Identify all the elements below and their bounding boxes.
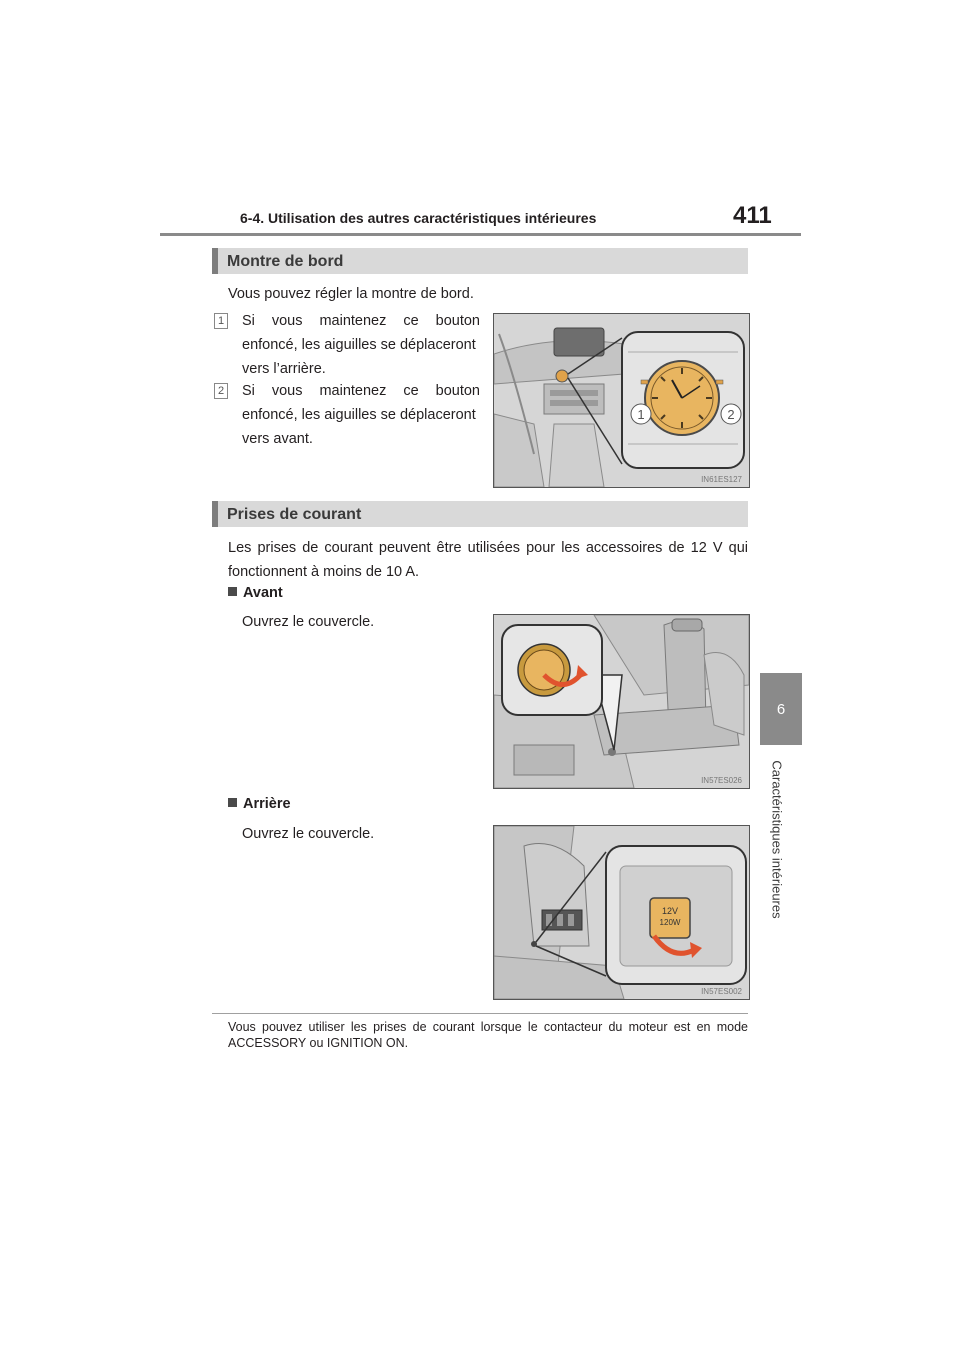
footnote-line1: Vous pouvez utiliser les prises de courant lorsque le contacteur du moteur est en mode [228,1020,748,1034]
prises-intro [228,536,748,584]
montre-item-1-line1: Si vous maintenez ce bouton [242,313,480,329]
item-number-1: 1 [214,313,228,329]
footnote-rule [212,1013,748,1014]
prises-intro-line2: fonctionnent à moins de 10 A. [228,564,420,580]
avant-instruction: Ouvrez le couvercle. [242,614,375,630]
chapter-label: Caractéristiques intérieures [769,760,785,919]
item-number-2: 2 [214,383,228,399]
chapter-number: 6 [776,700,786,718]
header-rule [160,233,801,236]
section-heading-montre: Montre de bord [212,248,748,274]
rear-figure-id: IN57ES002 [701,987,742,996]
clock-figure-id: IN61ES127 [701,475,742,484]
montre-item-1 [242,309,480,381]
clock-callout-1: 1 [637,407,645,422]
montre-item-2-line2: enfoncé, les aiguilles se déplaceront [242,407,476,423]
front-figure-id: IN57ES026 [701,776,742,785]
chapter-tab [760,673,802,745]
page-number: 411 [733,202,772,229]
clock-figure [493,313,750,488]
subhead-avant-label: Avant [243,585,283,601]
square-bullet-icon [228,798,237,807]
subhead-arriere [228,796,291,812]
arriere-instruction: Ouvrez le couvercle. [242,826,375,842]
montre-item-2 [242,379,480,451]
montre-item-2-line3: vers avant. [242,431,313,447]
footnote [228,1019,748,1051]
subhead-avant [228,585,283,601]
running-header: 6-4. Utilisation des autres caractéristiques intérieures [240,210,597,226]
front-socket-figure [493,614,750,789]
rear-socket-label-1: 12V [661,906,679,916]
rear-socket-figure [493,825,750,1000]
montre-item-1-line3: vers l’arrière. [242,361,326,377]
clock-callout-2: 2 [727,407,735,422]
subhead-arriere-label: Arrière [243,796,291,812]
montre-item-2-line1: Si vous maintenez ce bouton [242,383,480,399]
montre-intro: Vous pouvez régler la montre de bord. [228,286,474,302]
montre-item-1-line2: enfoncé, les aiguilles se déplaceront [242,337,476,353]
footnote-line2: ACCESSORY ou IGNITION ON. [228,1036,409,1050]
square-bullet-icon [228,587,237,596]
rear-socket-label-2: 120W [659,918,681,927]
prises-intro-line1: Les prises de courant peuvent être utilisées pour les accessoires de 12 V qui [228,540,748,556]
section-heading-prises: Prises de courant [212,501,748,527]
